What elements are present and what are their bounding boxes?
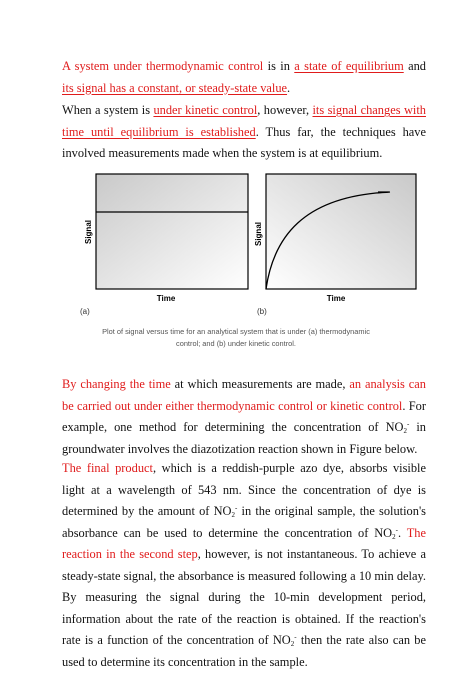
- text-highlight: an analysis can be carried out under either thermodynamic control or kinetic control: [62, 377, 426, 413]
- text-highlight: The final product: [62, 461, 153, 475]
- text: , however,: [257, 103, 313, 117]
- paragraph-changing-time: [62, 374, 426, 460]
- text: .: [287, 80, 291, 95]
- signal-vs-time-figure: [60, 162, 432, 352]
- paragraph-thermodynamic-control: [62, 56, 426, 99]
- text: at which measurements are made,: [170, 377, 350, 391]
- superscript: -: [406, 420, 410, 428]
- text-highlight-underlined: its signal changes with time until equilibrium is established: [62, 103, 426, 139]
- text: . For example, one method for determining the concentration of NO: [62, 398, 426, 434]
- plot-a-xlabel: Time: [156, 294, 176, 303]
- text-highlight: The reaction in the second step: [62, 525, 426, 561]
- subscript: 2: [403, 427, 407, 435]
- plot-a-ylabel: Signal: [84, 219, 93, 245]
- text: . Thus far, the techniques have involved measurements made when the system is at equilibrium.: [62, 124, 426, 160]
- text: When a system is: [62, 103, 154, 117]
- text-highlight: By changing the time: [62, 377, 171, 391]
- text-highlight-underlined: a state of equilibrium: [294, 59, 404, 73]
- plot-b-xlabel: Time: [326, 294, 346, 303]
- figure-caption: Plot of signal versus time for an analytical system that is under (a) thermodynamic control; and (b) under kinetic control.: [102, 327, 370, 348]
- text: in the original sample, the solution's absorbance can be used to determine the concentration of NO: [62, 504, 426, 540]
- subscript: 2: [290, 640, 295, 648]
- text: .: [397, 525, 407, 540]
- text-highlight: A system under thermodynamic control: [62, 59, 264, 73]
- plot-b-frame: [266, 174, 416, 289]
- paragraph-final-product: [62, 458, 426, 673]
- paragraph-kinetic-control: [62, 100, 426, 165]
- text: in groundwater involves the diazotization reaction shown in Figure below.: [62, 420, 426, 456]
- text-highlight-underlined: under kinetic control: [153, 103, 258, 117]
- plot-b-ylabel: Signal: [254, 221, 263, 247]
- text-highlight-underlined: its signal has a constant, or steady-state value: [62, 80, 288, 95]
- superscript: -: [395, 525, 398, 534]
- superscript: -: [294, 633, 297, 641]
- text: , which is a reddish-purple azo dye, absorbs visible light at a wavelength of 543 nm. Since the concentration of dye is determined by the amount of NO: [62, 461, 427, 518]
- plot-b-tag: (b): [257, 307, 267, 316]
- text: then the rate also can be used to determine its concentration in the sample.: [62, 633, 426, 669]
- plot-a-frame: [96, 174, 248, 289]
- text: , however, is not instantaneous. To achieve a steady-state signal, the absorbance is measured following a 10 min delay. By measuring the signal during the 10-min development period, information about the rate of the reaction is obtained. If the reaction's rate is a function of the concentration of NO: [62, 547, 426, 647]
- text: and: [403, 59, 426, 73]
- plot-a-tag: (a): [80, 307, 90, 316]
- subscript: 2: [392, 532, 396, 541]
- text: is in: [263, 59, 295, 73]
- superscript: -: [235, 504, 238, 512]
- subscript: 2: [231, 511, 235, 519]
